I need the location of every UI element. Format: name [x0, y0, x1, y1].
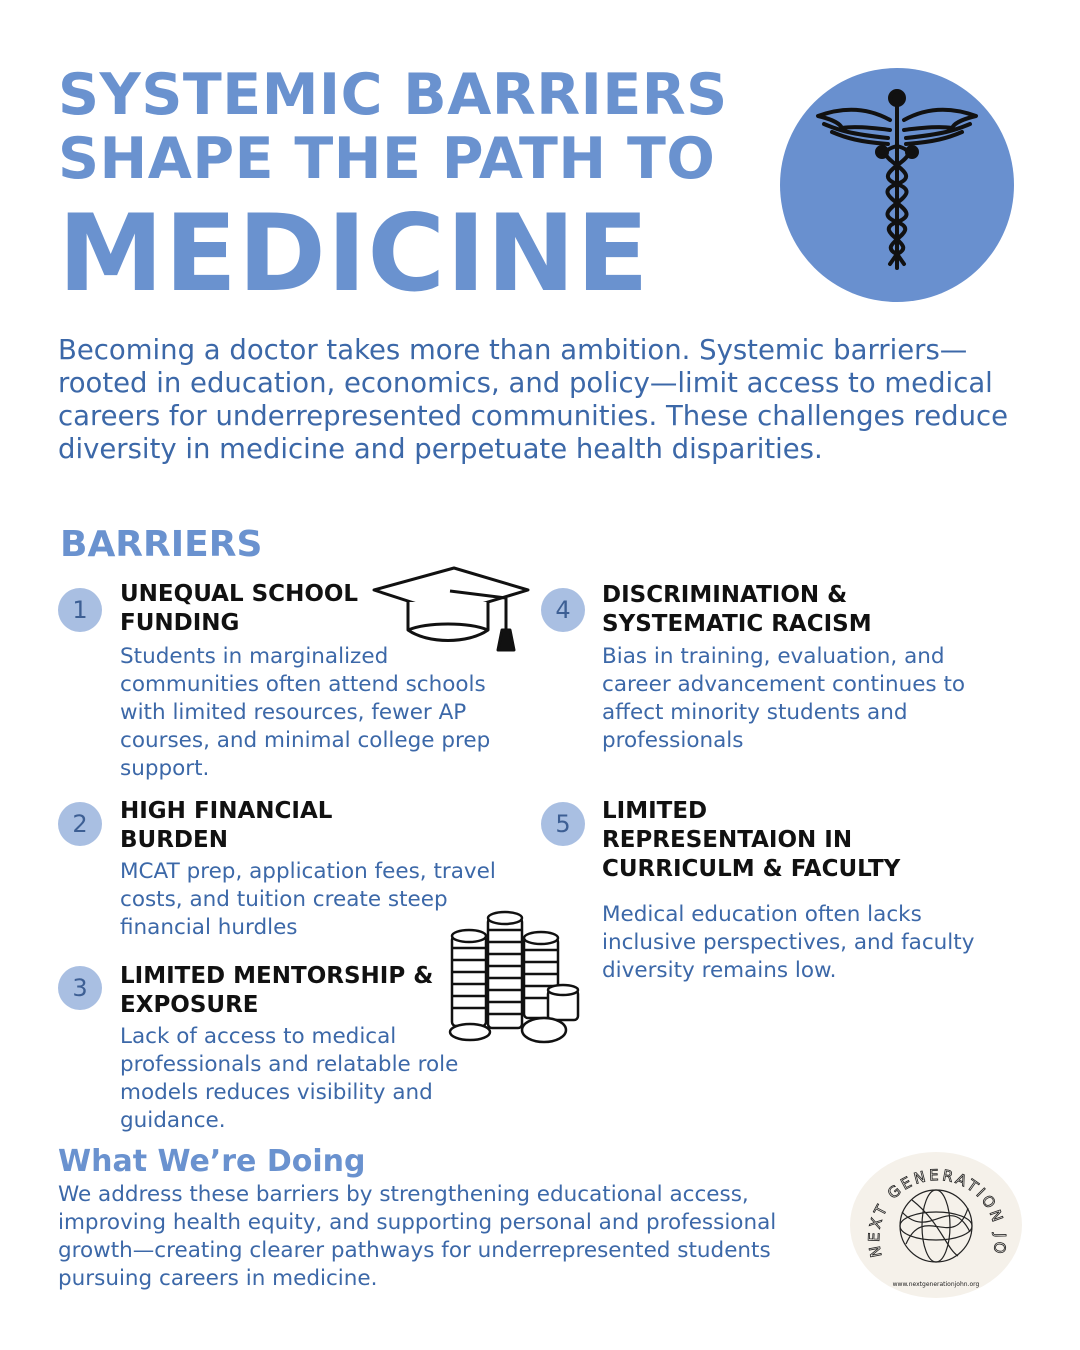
logo-url: www.nextgenerationjohn.org	[892, 1281, 980, 1288]
graduation-cap-icon	[368, 564, 532, 656]
barrier-4-number: 4	[541, 588, 585, 632]
barrier-4-text: Bias in training, evaluation, and career advancement continues to affect minority students and professionals	[602, 644, 966, 753]
doing-heading: What We’re Doing	[58, 1144, 366, 1179]
logo-arc-text: NEXT GENERATION JO	[865, 1166, 1010, 1259]
globe-logo-icon	[850, 1152, 1022, 1298]
barrier-2-title: HIGH FINANCIAL BURDEN	[120, 798, 333, 853]
intro-paragraph: Becoming a doctor takes more than ambition. Systemic barriers—rooted in education, economics, and policy—limit access to medical careers for underrepresented communities. These challenges reduce diversity in medicine and perpetuate health disparities.	[58, 334, 1009, 465]
barrier-5-number: 5	[541, 802, 585, 846]
caduceus-icon	[780, 68, 1014, 302]
organization-logo	[850, 1152, 1022, 1298]
svg-text:NEXT GENERATION JOHN	[850, 1152, 1009, 1259]
coin-stacks-icon	[444, 908, 584, 1048]
barrier-4-title: DISCRIMINATION & SYSTEMATIC RACISM	[602, 582, 872, 637]
barriers-heading: BARRIERS	[60, 524, 263, 565]
barrier-1-title: UNEQUAL SCHOOL FUNDING	[120, 581, 359, 636]
barrier-1-number: 1	[58, 588, 102, 632]
barrier-3-text: Lack of access to medical professionals and relatable role models reduces visibility and guidance.	[120, 1024, 459, 1133]
barrier-5-text: Medical education often lacks inclusive perspectives, and faculty diversity remains low.	[602, 902, 975, 983]
barrier-1-text: Students in marginalized communities often attend schools with limited resources, fewer AP courses, and minimal college prep support.	[120, 644, 491, 781]
barrier-5-title: LIMITED REPRESENTAION IN CURRICULM & FACULTY	[602, 798, 901, 882]
barrier-2-number: 2	[58, 802, 102, 846]
title-line-3: MEDICINE	[58, 192, 650, 315]
title-line-1: SYSTEMIC BARRIERS	[58, 62, 728, 128]
doing-paragraph: We address these barriers by strengthening educational access, improving health equity, and supporting personal and professional growth—creating clearer pathways for underrepresented students pursuing careers in medicine.	[58, 1182, 777, 1291]
emblem-circle	[780, 68, 1014, 302]
barrier-3-title: LIMITED MENTORSHIP & EXPOSURE	[120, 963, 434, 1018]
barrier-2-text: MCAT prep, application fees, travel costs, and tuition create steep financial hurdles	[120, 859, 496, 940]
title-line-2: SHAPE THE PATH TO	[58, 126, 716, 192]
barrier-3-number: 3	[58, 966, 102, 1010]
